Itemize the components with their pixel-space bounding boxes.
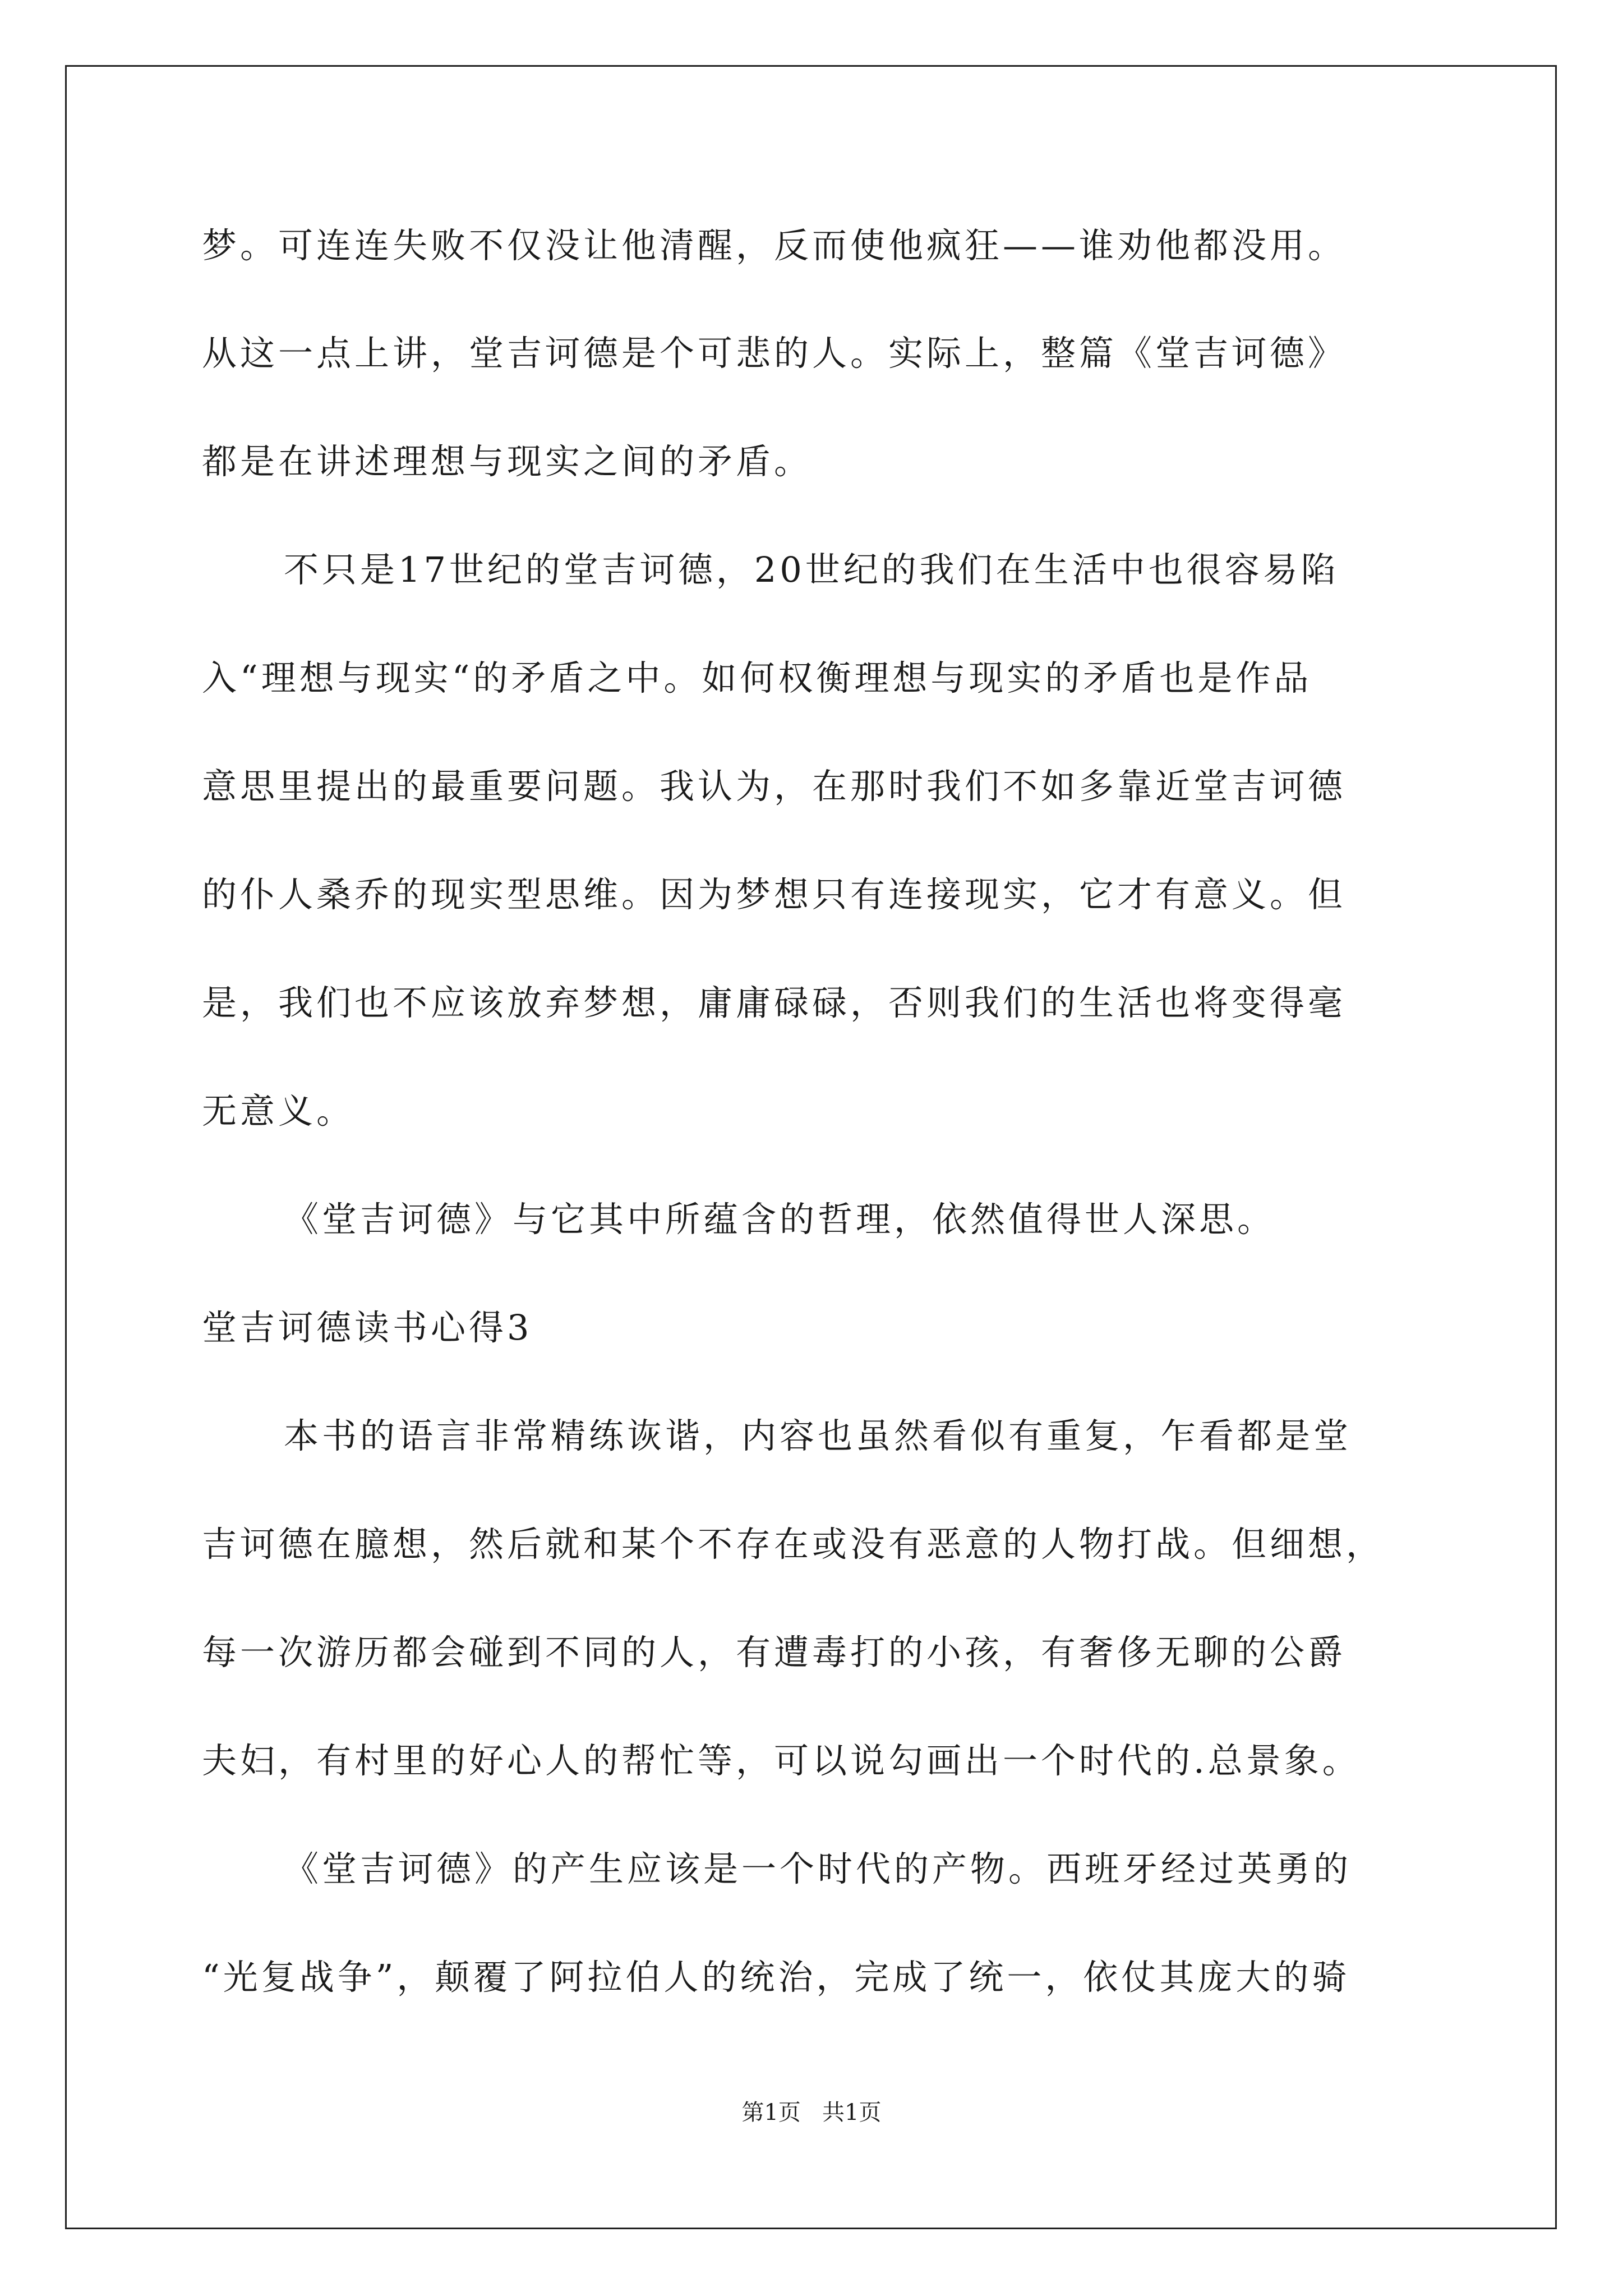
text-line: “光复战争”，颠覆了阿拉伯人的统治，完成了统一，依仗其庞大的骑 [202,1957,1350,1998]
text-line: 吉诃德在臆想，然后就和某个不存在或没有恶意的人物打战。但细想， [202,1524,1385,1565]
text-line: 从这一点上讲，堂吉诃德是个可悲的人。实际上，整篇《堂吉诃德》 [202,333,1347,374]
text-line: 梦。可连连失败不仅没让他清醒，反而使他疯狂——谁劝他都没用。 [202,225,1347,266]
paragraph-first-line: 《堂吉诃德》与它其中所蕴含的哲理，依然值得世人深思。 [284,1199,1276,1240]
text-line: 的仆人桑乔的现实型思维。因为梦想只有连接现实，它才有意义。但 [202,874,1347,915]
page-border [65,65,1557,2229]
text-line: 是，我们也不应该放弃梦想，庸庸碌碌，否则我们的生活也将变得毫 [202,982,1347,1023]
paragraph-first-line: 本书的语言非常精练诙谐，内容也虽然看似有重复，乍看都是堂 [284,1415,1352,1456]
text-line: 每一次游历都会碰到不同的人，有遭毒打的小孩，有奢侈无聊的公爵 [202,1632,1347,1673]
text-line: 无意义。 [202,1091,355,1131]
page-footer: 第1页 共1页 [741,2100,882,2125]
text-line: 入“理想与现实“的矛盾之中。如何权衡理想与现实的矛盾也是作品 [202,657,1312,698]
paragraph-first-line: 不只是17世纪的堂吉诃德，20世纪的我们在生活中也很容易陷 [284,549,1339,590]
paragraph-first-line: 《堂吉诃德》的产生应该是一个时代的产物。西班牙经过英勇的 [284,1848,1352,1889]
text-line: 意思里提出的最重要问题。我认为，在那时我们不如多靠近堂吉诃德 [202,766,1347,807]
section-heading: 堂吉诃德读书心得3 [202,1307,533,1348]
text-line: 夫妇，有村里的好心人的帮忙等，可以说勾画出一个时代的.总景象。 [202,1740,1361,1781]
text-line: 都是在讲述理想与现实之间的矛盾。 [202,441,813,482]
